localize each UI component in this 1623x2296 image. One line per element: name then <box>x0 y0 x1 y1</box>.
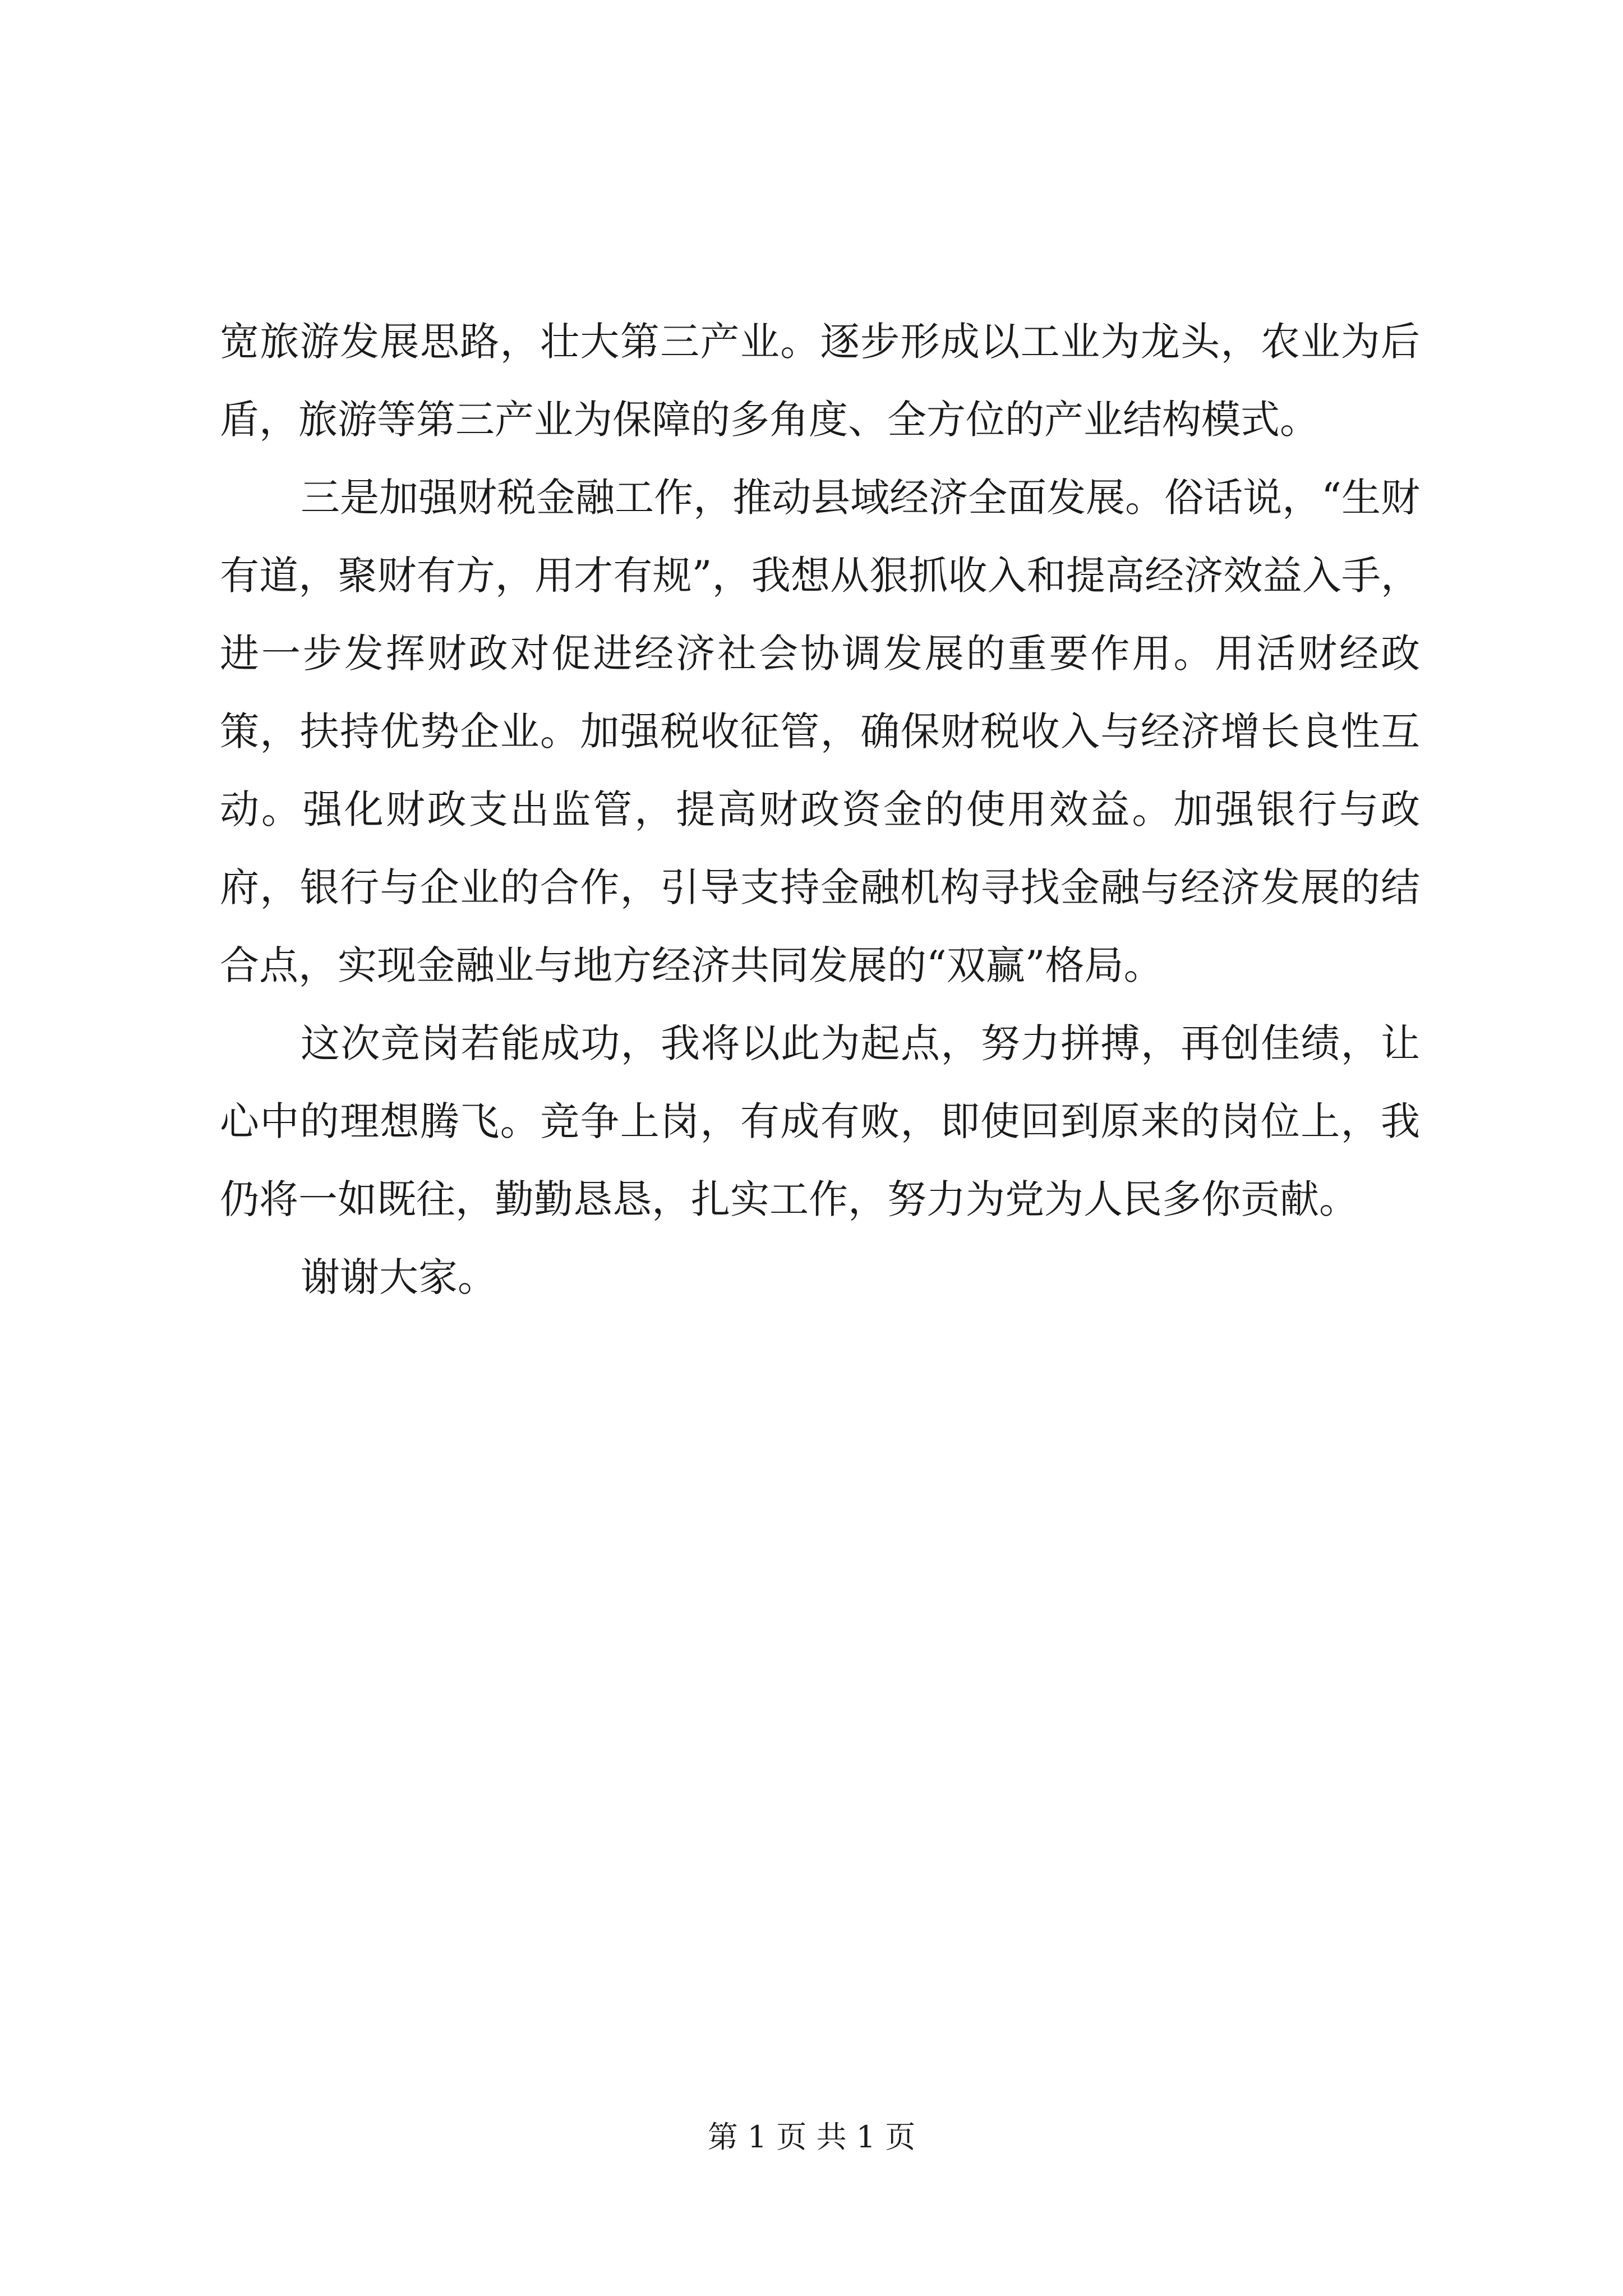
page-footer: 第 1 页 共 1 页 <box>707 2119 916 2155</box>
paragraph-closing-pledge: 这次竞岗若能成功，我将以此为起点，努力拼搏，再创佳绩，让心中的理想腾飞。竞争上岗，有成有败，即使回到原来的岗位上，我仍将一如既往，勤勤恳恳，扎实工作，努力为党为人民多你贡献。 <box>220 1020 1420 1222</box>
paragraph-thanks: 谢谢大家。 <box>301 1254 497 1300</box>
document-body <box>220 303 1420 1317</box>
paragraph-continuation: 宽旅游发展思路，壮大第三产业。逐步形成以工业为龙头，农业为后盾，旅游等第三产业为保障的多角度、全方位的产业结构模式。 <box>220 319 1420 443</box>
paragraph-finance: 三是加强财税金融工作，推动县域经济全面发展。俗话说，“生财有道，聚财有方，用才有规”，我想从狠抓收入和提高经济效益入手，进一步发挥财政对促进经济社会协调发展的重要作用。用活财经政策，扶持优势企业。加强税收征管，确保财税收入与经济增长良性互动。强化财政支出监管，提高财政资金的使用效益。加强银行与政府，银行与企业的合作，引导支持金融机构寻找金融与经济发展的结合点，实现金融业与地方经济共同发展的“双赢”格局。 <box>220 475 1420 988</box>
